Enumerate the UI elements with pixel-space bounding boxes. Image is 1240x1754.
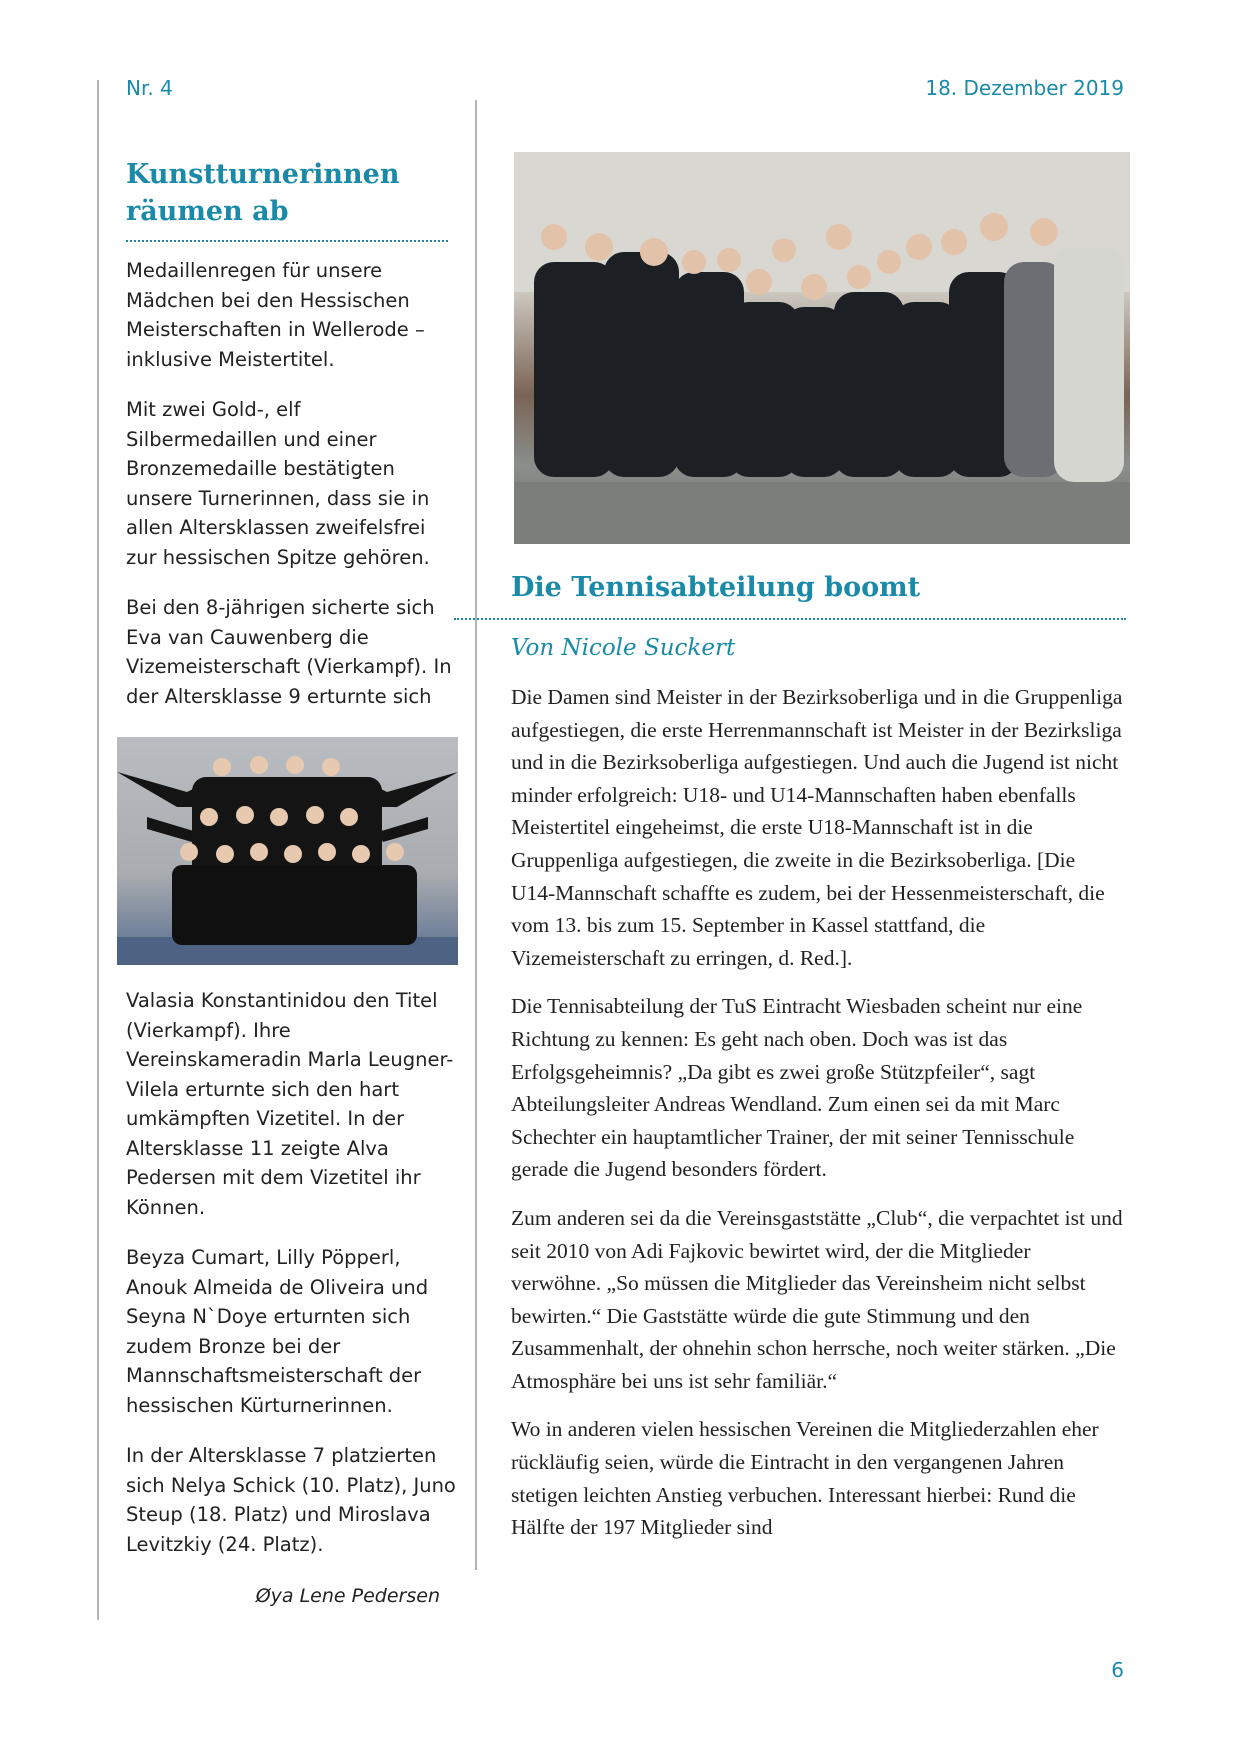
gymnastics-article-bottom	[126, 986, 456, 1580]
tennis-paragraph: Wo in anderen vielen hessischen Vereinen die Mitgliederzahlen eher rückläufig seien, würde die Eintracht in den vergangenen Jahren stetigen leichten Anstieg verbuchen. Interessant hierbei: Rund die Hälfte der 197 Mitglieder sind	[511, 1417, 1099, 1540]
gymnastics-paragraph: Beyza Cumart, Lilly Pöpperl, Anouk Almeida de Oliveira und Seyna N`Doye erturnten sich zudem Bronze bei der Mannschaftsmeisterschaft der hessischen Kürturnerinnen.	[126, 1246, 429, 1417]
gymnastics-paragraph: Valasia Konstantinidou den Titel (Vierkampf). Ihre Vereinskameradin Marla Leugner-Vilela erturnte sich den hart umkämpften Vizetitel. In der Altersklasse 11 zeigte Alva Pedersen mit dem Vizetitel ihr Können.	[126, 989, 454, 1219]
left-margin-line	[97, 80, 99, 1620]
gymnastics-headline: Kunstturnerinnen räumen ab	[126, 159, 400, 227]
gymnastics-headline-rule	[126, 240, 448, 242]
issue-number: Nr. 4	[126, 76, 173, 100]
tennis-article-body	[511, 681, 1123, 1560]
tennis-headline: Die Tennisabteilung boomt	[511, 572, 921, 603]
gymnastics-paragraph: Medaillenregen für unsere Mädchen bei den Hessischen Meisterschaften in Wellerode – inklusive Meistertitel.	[126, 259, 425, 371]
gymnastics-article-top	[126, 256, 456, 732]
tennis-team-photo	[514, 152, 1130, 544]
gymnastics-paragraph: Bei den 8-jährigen sicherte sich Eva van Cauwenberg die Vizemeisterschaft (Vierkampf). In der Altersklasse 9 erturnte sich	[126, 596, 452, 708]
issue-date: 18. Dezember 2019	[925, 76, 1124, 100]
gymnastics-byline: Øya Lene Pedersen	[255, 1585, 440, 1607]
gymnasts-team-photo	[117, 737, 458, 965]
column-divider	[475, 100, 477, 1570]
tennis-author: Von Nicole Suckert	[511, 635, 736, 661]
gymnastics-paragraph: Mit zwei Gold-, elf Silbermedaillen und einer Bronzemedaille bestätigten unsere Turnerinnen, dass sie in allen Altersklassen zweifelsfrei zur hessischen Spitze gehören.	[126, 398, 430, 569]
tennis-paragraph: Zum anderen sei da die Vereinsgaststätte „Club“, die verpachtet ist und seit 2010 von Adi Fajkovic bewirtet wird, der die Mitglieder verwöhne. „So müssen die Mitglieder das Vereinsheim nicht selbst bewirten.“ Die Gaststätte würde die gute Stimmung und den Zusammenhalt, der ohnehin schon herrsche, noch weiter stärken. „Die Atmosphäre bei uns ist sehr familiär.“	[511, 1205, 1123, 1393]
page-number: 6	[1111, 1658, 1124, 1682]
tennis-paragraph: Die Tennisabteilung der TuS Eintracht Wiesbaden scheint nur eine Richtung zu kennen: Es geht nach oben. Doch was ist das Erfolgsgeheimnis? „Da gibt es zwei große Stützpfeiler“, sagt Abteilungsleiter Andreas Wendland. Zum einen sei da mit Marc Schechter ein hauptamtlicher Trainer, der mit seiner Tennisschule gerade die Jugend besonders fördert.	[511, 994, 1083, 1182]
tennis-headline-rule	[454, 618, 1126, 620]
tennis-paragraph: Die Damen sind Meister in der Bezirksoberliga und in die Gruppenliga aufgestiegen, die erste Herrenmannschaft ist Meister in der Bezirksliga und in die Bezirksoberliga aufgestiegen. Und auch die Jugend ist nicht minder erfolgreich: U18- und U14-Mannschaften haben ebenfalls Meistertitel eingeheimst, die erste U18-Mannschaft ist in die Gruppenliga aufgestiegen, die zweite in die Bezirksoberliga. [Die U14-Mannschaft schaffte es zudem, bei der Hessenmeisterschaft, die vom 13. bis zum 15. September in Kassel stattfand, die Vizemeisterschaft zu erringen, d. Red.].	[511, 685, 1123, 970]
gymnastics-paragraph: In der Altersklasse 7 platzierten sich Nelya Schick (10. Platz), Juno Steup (18. Platz) und Miroslava Levitzkiy (24. Platz).	[126, 1444, 456, 1556]
